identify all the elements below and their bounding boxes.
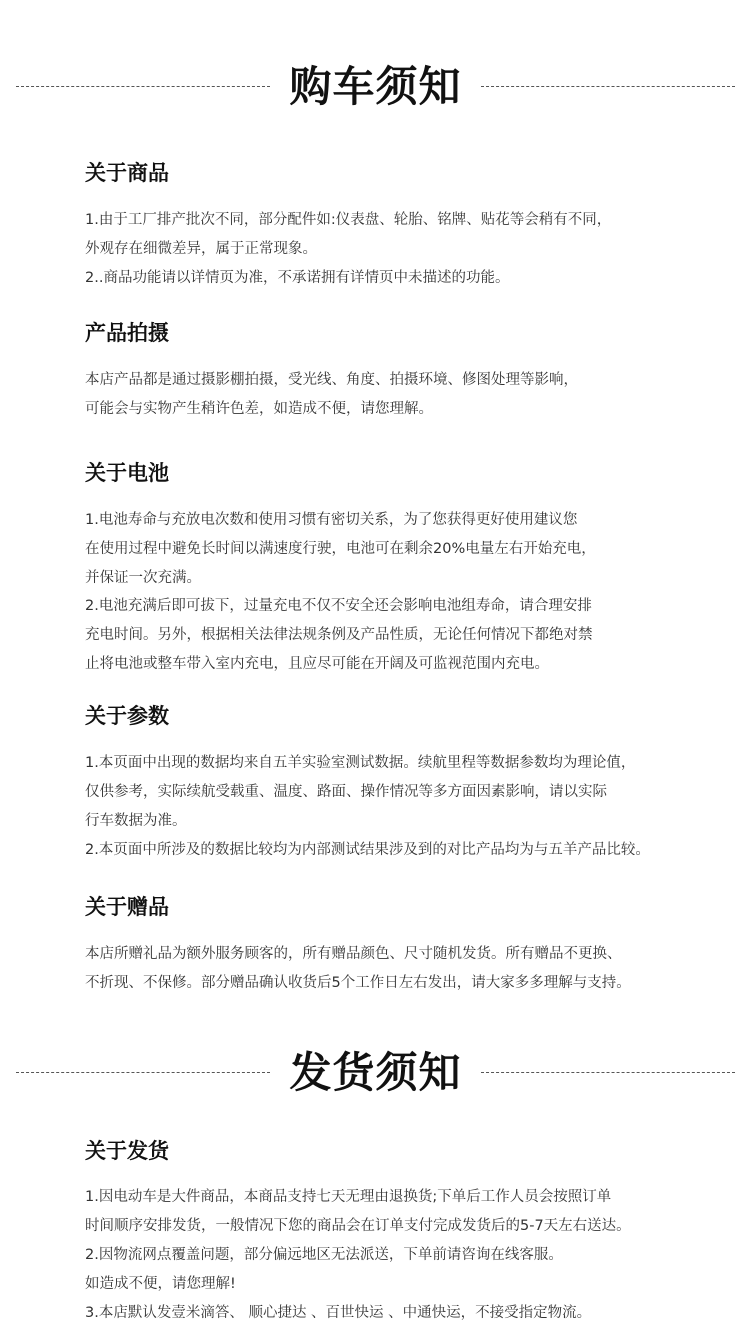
section-title-shipping: 发货须知 [289, 1048, 462, 1097]
text-line: 仅供参考，实际续航受载重、温度、路面、操作情况等多方面因素影响，请以实际 [85, 784, 607, 800]
divider-left [16, 1072, 270, 1073]
text-line: 2.本页面中所涉及的数据比较均为内部测试结果涉及到的对比产品均为与五羊产品比较。 [85, 842, 650, 858]
text-line: 1.由于工厂排产批次不同，部分配件如:仪表盘、轮胎、铭牌、贴花等会稍有不同， [85, 212, 612, 228]
text-line: 并保证一次充满。 [85, 570, 201, 586]
section-heading-product: 关于商品 [85, 161, 169, 185]
text-line: 时间顺序安排发货，一般情况下您的商品会在订单支付完成发货后的5-7天左右送达。 [85, 1218, 631, 1234]
text-line: 1.本页面中出现的数据均来自五羊实验室测试数据。续航里程等数据参数均为理论值， [85, 755, 636, 771]
text-line: 1.因电动车是大件商品，本商品支持七天无理由退换货;下单后工作人员会按照订单 [85, 1189, 612, 1205]
section-heading-specs: 关于参数 [85, 704, 169, 728]
section-body-battery-2 [85, 592, 725, 679]
divider-right [481, 1072, 735, 1073]
text-line: 2.因物流网点覆盖问题，部分偏远地区无法派送，下单前请咨询在线客服。 [85, 1247, 563, 1263]
text-line: 如造成不便，请您理解! [85, 1276, 236, 1292]
text-line: 充电时间。另外，根据相关法律法规条例及产品性质，无论任何情况下都绝对禁 [85, 627, 593, 643]
text-line: 3.本店默认发壹米滴答、 顺心捷达 、百世快运 、中通快运，不接受指定物流。 [85, 1305, 592, 1321]
section-heading-gifts: 关于赠品 [85, 895, 169, 919]
text-line: 止将电池或整车带入室内充电，且应尽可能在开阔及可监视范围内充电。 [85, 656, 549, 672]
text-line: 不折现、不保修。部分赠品确认收货后5个工作日左右发出，请大家多多理解与支持。 [85, 975, 631, 991]
text-line: 1.电池寿命与充放电次数和使用习惯有密切关系，为了您获得更好使用建议您 [85, 512, 578, 528]
purchase-notice-title-row [0, 57, 750, 117]
divider-left [16, 86, 270, 87]
text-line: 2.电池充满后即可拔下，过量充电不仅不安全还会影响电池组寿命，请合理安排 [85, 598, 592, 614]
text-line: 在使用过程中避免长时间以满速度行驶，电池可在剩余20%电量左右开始充电， [85, 541, 596, 557]
text-line: 行车数据为准。 [85, 813, 187, 829]
section-body-product [85, 206, 725, 293]
text-line: 可能会与实物产生稍许色差，如造成不便，请您理解。 [85, 401, 433, 417]
section-heading-photography: 产品拍摄 [85, 321, 169, 345]
text-line: 2..商品功能请以详情页为准，不承诺拥有详情页中未描述的功能。 [85, 270, 510, 286]
text-line: 外观存在细微差异，属于正常现象。 [85, 241, 317, 257]
section-heading-delivery: 关于发货 [85, 1139, 169, 1163]
section-body-delivery [85, 1183, 725, 1328]
section-body-specs [85, 749, 725, 865]
section-heading-battery: 关于电池 [85, 461, 169, 485]
section-body-battery-1 [85, 506, 725, 593]
page-title: 购车须知 [289, 62, 462, 111]
divider-right [481, 86, 735, 87]
shipping-notice-title-row [0, 1043, 750, 1103]
section-body-gifts [85, 940, 725, 998]
text-line: 本店产品都是通过摄影棚拍摄，受光线、角度、拍摄环境、修图处理等影响， [85, 372, 578, 388]
text-line: 本店所赠礼品为额外服务顾客的，所有赠品颜色、尺寸随机发货。所有赠品不更换、 [85, 946, 622, 962]
section-body-photography [85, 366, 725, 424]
